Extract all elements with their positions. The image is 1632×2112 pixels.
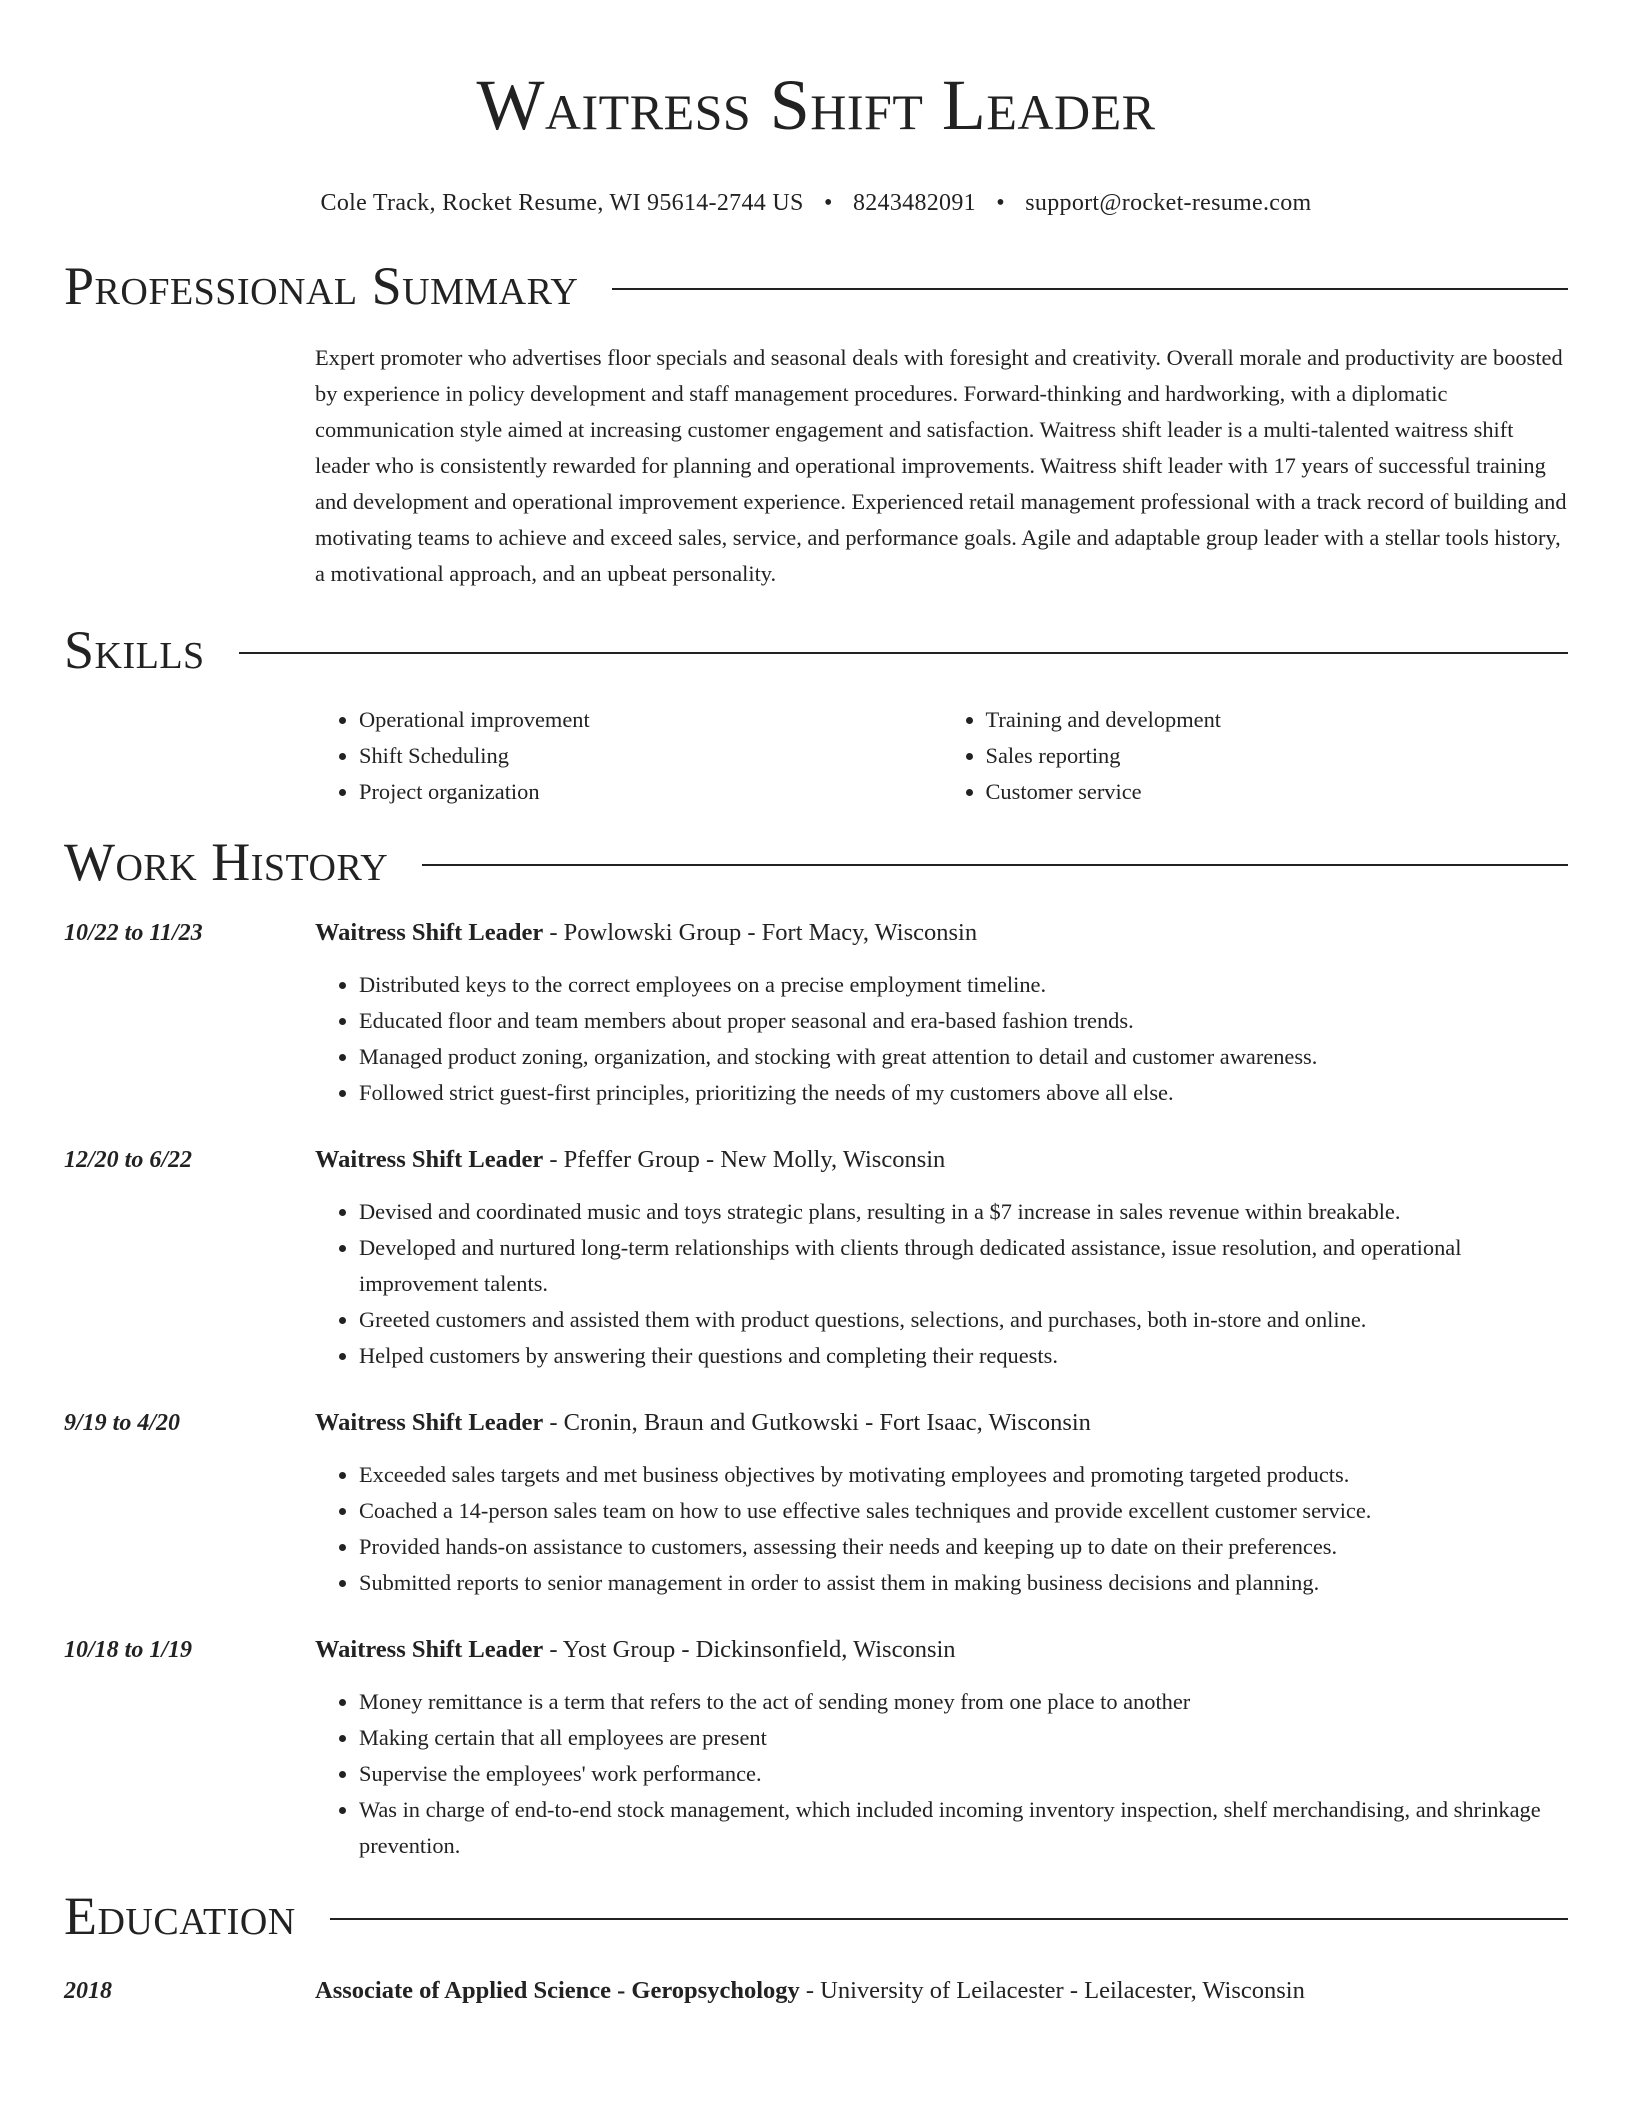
job-bullet: • Provided hands-on assistance to customers, assessing their needs and keeping up to date on their preferences. — [359, 1529, 1568, 1565]
skill-item: • Project organization — [359, 774, 942, 810]
skills-heading: Skills — [64, 620, 205, 680]
skill-item: • Training and development — [986, 702, 1569, 738]
job-bullets — [315, 1194, 1568, 1374]
job-dates: 10/22 to 11/23 — [64, 920, 203, 946]
job-bullet: • Supervise the employees' work performance. — [359, 1756, 1568, 1792]
education-school: - University of Leilacester - Leilacester, Wisconsin — [799, 1977, 1305, 2004]
job-entry — [64, 1633, 1568, 1864]
contact-email[interactable]: support@rocket-resume.com — [1025, 190, 1312, 216]
job-bullet: • Devised and coordinated music and toys strategic plans, resulting in a $7 increase in sales revenue within breakable. — [359, 1194, 1568, 1230]
contact-line — [64, 188, 1568, 218]
education-degree: Associate of Applied Science - Geropsychology — [315, 1977, 800, 2004]
contact-separator: • — [996, 190, 1005, 216]
job-bullets — [315, 967, 1568, 1111]
job-employer: - Yost Group - Dickinsonfield, Wisconsin — [543, 1636, 956, 1663]
job-entry — [64, 1406, 1568, 1601]
job-title: Waitress Shift Leader — [315, 1636, 544, 1663]
education-year: 2018 — [64, 1978, 112, 2004]
contact-address: Cole Track, Rocket Resume, WI 95614-2744 US — [320, 190, 804, 216]
job-bullet: • Distributed keys to the correct employees on a precise employment timeline. — [359, 967, 1568, 1003]
education-entry — [64, 1974, 1568, 2008]
job-bullets — [315, 1684, 1568, 1864]
education-heading: Education — [64, 1886, 296, 1946]
job-bullet: • Money remittance is a term that refers to the act of sending money from one place to another — [359, 1684, 1568, 1720]
skill-item: • Operational improvement — [359, 702, 942, 738]
resume-title: Waitress Shift Leader — [476, 65, 1156, 145]
job-title-line — [315, 1406, 1568, 1440]
job-bullets — [315, 1457, 1568, 1601]
summary-heading: Professional Summary — [64, 256, 579, 316]
job-dates: 12/20 to 6/22 — [64, 1147, 193, 1173]
job-bullet: • Helped customers by answering their questions and completing their requests. — [359, 1338, 1568, 1374]
section-divider — [422, 864, 1568, 866]
contact-separator: • — [823, 190, 833, 216]
job-bullet: • Educated floor and team members about proper seasonal and era-based fashion trends. — [359, 1003, 1568, 1039]
job-title: Waitress Shift Leader — [315, 1146, 544, 1173]
job-title-line — [315, 916, 1568, 950]
job-title-line — [315, 1633, 1568, 1667]
skills-list — [315, 702, 1568, 810]
job-bullet: • Submitted reports to senior management in order to assist them in making business decisions and planning. — [359, 1565, 1568, 1601]
job-title: Waitress Shift Leader — [315, 919, 544, 946]
summary-text: Expert promoter who advertises floor specials and seasonal deals with foresight and creativity. Overall morale and productivity are boosted by experience in policy development and staff management procedures. Forward-thinking and hardworking, with a diplomatic communication style aimed at increasing customer engagement and satisfaction. Waitress shift leader is a multi-talented waitress shift leader who is consistently rewarded for planning and operational improvements. Waitress shift leader with 17 years of successful training and development and operational improvement experience. Experienced retail management professional with a track record of building and motivating teams to achieve and exceed sales, service, and performance goals. Agile and adaptable group leader with a stellar tools history, a motivational approach, and an upbeat personality. — [315, 345, 1567, 586]
section-divider — [239, 652, 1568, 654]
job-employer: - Powlowski Group - Fort Macy, Wisconsin — [543, 919, 978, 946]
job-bullet: • Exceeded sales targets and met business objectives by motivating employees and promoting targeted products. — [359, 1457, 1568, 1493]
job-employer: - Pfeffer Group - New Molly, Wisconsin — [543, 1146, 946, 1173]
job-entry — [64, 916, 1568, 1111]
contact-phone: 8243482091 — [852, 190, 976, 216]
job-bullet: • Managed product zoning, organization, and stocking with great attention to detail and customer awareness. — [359, 1039, 1568, 1075]
education-line — [315, 1974, 1305, 2008]
work-history-list — [64, 916, 1568, 1864]
education-section-header — [64, 1884, 1568, 1948]
section-divider — [612, 288, 1568, 290]
work-section-header — [64, 830, 1568, 894]
job-entry — [64, 1143, 1568, 1374]
job-dates: 9/19 to 4/20 — [64, 1410, 181, 1436]
section-divider — [330, 1918, 1568, 1920]
skills-section-header — [64, 618, 1568, 682]
job-title: Waitress Shift Leader — [315, 1409, 544, 1436]
skill-item: • Shift Scheduling — [359, 738, 942, 774]
job-dates: 10/18 to 1/19 — [64, 1637, 193, 1663]
skill-item: • Sales reporting — [986, 738, 1569, 774]
summary-section-header — [64, 254, 1568, 318]
job-bullet: • Was in charge of end-to-end stock management, which included incoming inventory inspection, shelf merchandising, and shrinkage prevention. — [359, 1792, 1568, 1864]
job-employer: - Cronin, Braun and Gutkowski - Fort Isaac, Wisconsin — [543, 1409, 1091, 1436]
skill-item: • Customer service — [986, 774, 1569, 810]
job-bullet: • Greeted customers and assisted them with product questions, selections, and purchases, both in-store and online. — [359, 1302, 1568, 1338]
work-heading: Work History — [64, 832, 389, 892]
skills-column-right — [942, 702, 1569, 810]
job-bullet: • Followed strict guest-first principles, prioritizing the needs of my customers above all else. — [359, 1075, 1568, 1111]
job-bullet: • Coached a 14-person sales team on how to use effective sales techniques and provide excellent customer service. — [359, 1493, 1568, 1529]
job-title-line — [315, 1143, 1568, 1177]
job-bullet: • Making certain that all employees are present — [359, 1720, 1568, 1756]
job-bullet: • Developed and nurtured long-term relationships with clients through dedicated assistance, issue resolution, and operational improvement talents. — [359, 1230, 1568, 1302]
skills-column-left — [315, 702, 942, 810]
